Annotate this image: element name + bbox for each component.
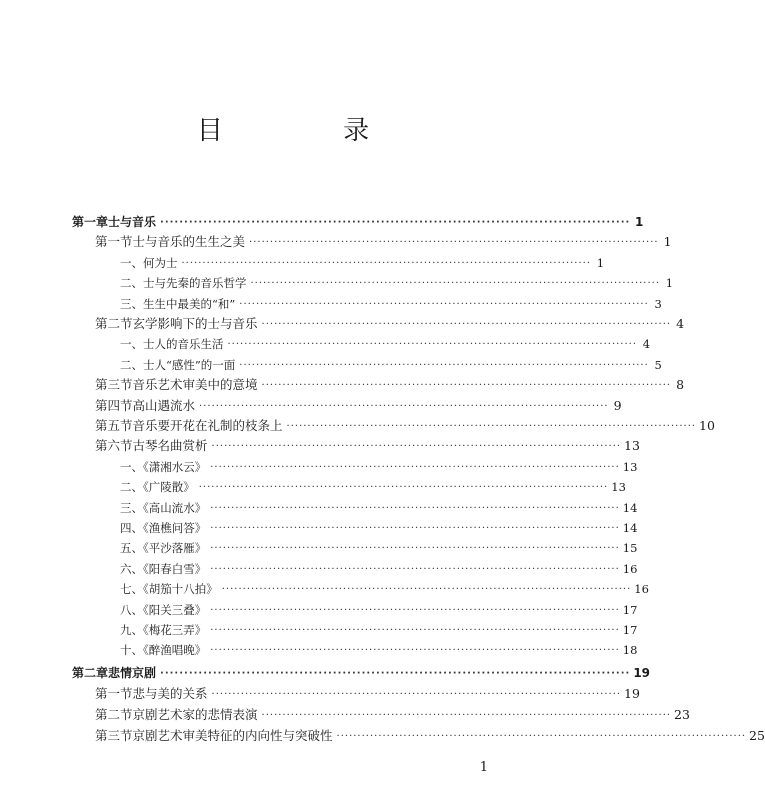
page-ref: 1: [663, 234, 672, 250]
page-ref: 25: [749, 728, 765, 743]
item-title: 七、《胡笳十八拍》: [120, 582, 218, 597]
section-number: 第一节: [95, 234, 133, 250]
item-title: 一、士人的音乐生活: [120, 337, 224, 352]
section-number: 第二节: [95, 707, 133, 722]
leader-dots: ··································································································: [210, 461, 620, 473]
page-ref: 4: [676, 316, 685, 331]
item-title: 三、《高山流水》: [120, 500, 207, 515]
item-title: 一、何为士: [120, 255, 178, 270]
item-title: 二、《广陵散》: [120, 480, 195, 495]
leader-dots: ··································································································: [261, 319, 672, 330]
page-ref: 16: [634, 582, 649, 597]
page-ref: 5: [654, 357, 662, 372]
toc-title: 目 录: [196, 116, 426, 146]
page-ref: 4: [642, 337, 651, 352]
item-title: 五、《平沙落雁》: [120, 541, 207, 556]
page-ref: 8: [676, 377, 685, 393]
leader-dots: ··································································································: [210, 563, 620, 575]
leader-dots: ··································································································: [210, 604, 620, 616]
section-title: 京剧艺术家的悲情表演: [132, 707, 258, 722]
leader-dots: ··································································································: [160, 668, 631, 679]
leader-dots: ··································································································: [211, 441, 622, 453]
item-title: 八、《阳关三叠》: [120, 602, 207, 617]
page-ref: 13: [611, 480, 626, 495]
section-title: 音乐艺术审美中的意境: [132, 377, 258, 393]
leader-dots: ··································································································: [336, 731, 747, 742]
section-number: 第二节: [95, 316, 133, 331]
item-title: 二、士与先秦的音乐哲学: [120, 276, 247, 291]
chapter-title: 士与音乐: [108, 215, 157, 229]
page-ref: 13: [622, 459, 638, 474]
page-ref: 19: [633, 666, 651, 680]
section-number: 第三节: [95, 377, 133, 393]
section-number: 第一节: [95, 686, 133, 701]
leader-dots: ··································································································: [221, 584, 632, 596]
leader-dots: ··································································································: [210, 523, 620, 534]
leader-dots: ··································································································: [160, 217, 631, 228]
leader-dots: ··································································································: [239, 359, 649, 371]
item-title: 一、《潇湘水云》: [120, 459, 207, 474]
page-ref: 10: [699, 418, 715, 433]
section-number: 第五节: [95, 418, 133, 433]
leader-dots: ··································································································: [227, 339, 638, 351]
page-ref: 13: [624, 438, 640, 454]
leader-dots: ··································································································: [249, 237, 659, 249]
page-ref: 23: [674, 707, 690, 722]
toc-chapter[interactable]: [72, 664, 651, 682]
section-title: 士与音乐的生生之美: [132, 234, 246, 250]
page-ref: 15: [622, 541, 638, 556]
leader-dots: ··································································································: [210, 502, 620, 514]
page-ref: 17: [622, 623, 638, 637]
chapter-number: 第二章: [72, 666, 109, 680]
leader-dots: ··································································································: [210, 625, 620, 636]
page-ref: 18: [622, 643, 638, 658]
page-ref: 14: [622, 521, 638, 535]
section-number: 第三节: [95, 728, 133, 743]
leader-dots: ··································································································: [210, 543, 620, 555]
page-ref: 19: [624, 686, 640, 701]
leader-dots: ··································································································: [239, 298, 649, 310]
section-number: 第六节: [95, 438, 133, 454]
leader-dots: ··································································································: [181, 257, 592, 269]
section-number: 第四节: [95, 397, 133, 413]
leader-dots: ··································································································: [261, 710, 672, 721]
item-title: 九、《梅花三弄》: [120, 623, 207, 637]
page-ref: 17: [622, 602, 638, 617]
page-ref: 9: [613, 397, 622, 413]
chapter-title: 悲情京剧: [108, 666, 157, 680]
leader-dots: ··································································································: [198, 482, 609, 494]
section-title: 玄学影响下的士与音乐: [132, 316, 258, 331]
item-title: 三、生生中最美的“和”: [120, 296, 236, 311]
page-ref: 1: [634, 215, 644, 229]
page-ref: 16: [622, 561, 638, 576]
page-ref: 14: [622, 500, 638, 515]
toc-section[interactable]: [95, 685, 640, 703]
section-title: 高山遇流水: [132, 397, 196, 413]
toc-section[interactable]: [95, 706, 690, 724]
leader-dots: ··································································································: [199, 400, 609, 412]
item-title: 六、《阳春白雪》: [120, 561, 207, 576]
item-title: 四、《渔樵问答》: [120, 521, 207, 535]
page-ref: 1: [596, 255, 605, 270]
leader-dots: ··································································································: [211, 689, 622, 700]
leader-dots: ··································································································: [286, 421, 697, 432]
section-title: 悲与美的关系: [132, 686, 208, 701]
toc-section[interactable]: [95, 727, 765, 745]
page-ref: 1: [665, 276, 674, 291]
leader-dots: ··································································································: [210, 645, 620, 657]
item-title: 二、士人“感性”的一面: [120, 357, 236, 372]
page-ref: 3: [654, 296, 662, 311]
chapter-number: 第一章: [72, 215, 109, 229]
leader-dots: ··································································································: [250, 278, 661, 290]
page-number: 1: [479, 760, 488, 775]
leader-dots: ··································································································: [261, 380, 672, 392]
section-title: 音乐要开花在礼制的枝条上: [132, 418, 283, 433]
section-title: 古琴名曲赏析: [132, 438, 208, 454]
section-title: 京剧艺术审美特征的内向性与突破性: [132, 728, 333, 743]
item-title: 十、《醉渔唱晚》: [120, 643, 207, 658]
